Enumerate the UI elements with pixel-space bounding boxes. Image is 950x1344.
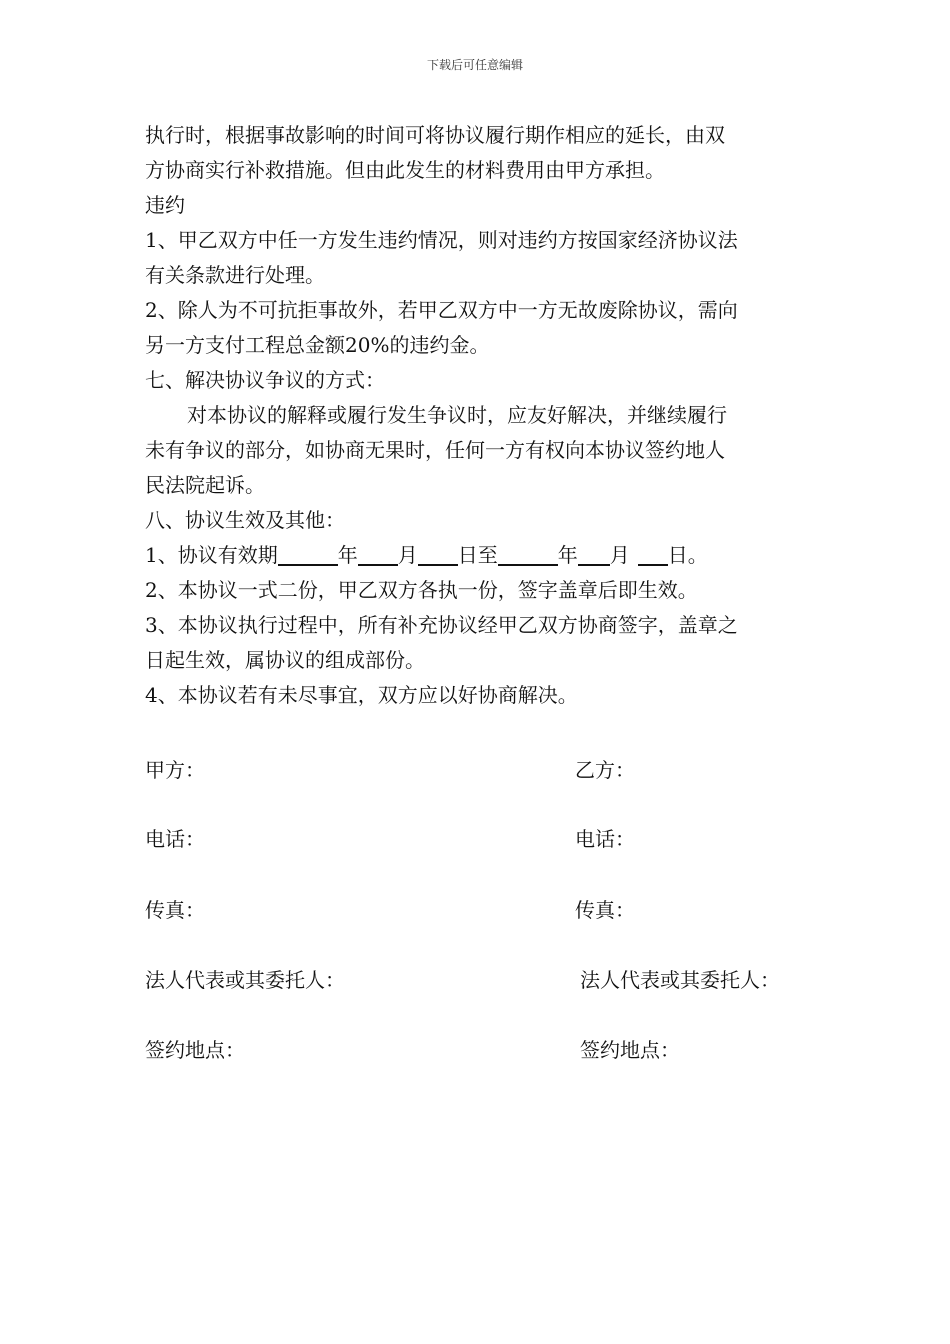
blank-field[interactable] <box>498 542 558 566</box>
place-b-label: 签约地点： <box>580 1038 680 1062</box>
paragraph-line: 民法院起诉。 <box>145 473 265 497</box>
phone-b-label: 电话： <box>575 827 635 851</box>
signature-row-representative <box>0 964 950 994</box>
party-a-label: 甲方： <box>145 758 205 782</box>
paragraph-line: 1、甲乙双方中任一方发生违约情况，则对违约方按国家经济协议法 <box>145 228 738 252</box>
signature-row-phone <box>0 823 950 853</box>
fax-a-label: 传真： <box>145 898 205 922</box>
paragraph-line: 有关条款进行处理。 <box>145 263 325 287</box>
signature-row-place <box>0 1034 950 1064</box>
paragraph-line: 3、本协议执行过程中，所有补充协议经甲乙双方协商签字，盖章之 <box>145 613 738 637</box>
rep-b-label: 法人代表或其委托人： <box>580 968 780 992</box>
paragraph-line: 方协商实行补救措施。但由此发生的材料费用由甲方承担。 <box>145 158 665 182</box>
signature-row-fax <box>0 894 950 924</box>
rep-a-label: 法人代表或其委托人： <box>145 968 345 992</box>
header-note: 下载后可任意编辑 <box>426 58 523 72</box>
section-heading-effect: 八、协议生效及其他： <box>145 508 345 532</box>
paragraph-line: 另一方支付工程总金额20%的违约金。 <box>145 333 490 357</box>
blank-field[interactable] <box>578 542 610 566</box>
paragraph-line: 2、除人为不可抗拒事故外，若甲乙双方中一方无故废除协议，需向 <box>145 298 738 322</box>
blank-field[interactable] <box>278 542 338 566</box>
paragraph-line: 执行时，根据事故影响的时间可将协议履行期作相应的延长，由双 <box>145 123 725 147</box>
paragraph-line: 2、本协议一式二份，甲乙双方各执一份，签字盖章后即生效。 <box>145 578 698 602</box>
blank-field[interactable] <box>358 542 398 566</box>
paragraph-line: 对本协议的解释或履行发生争议时，应友好解决，并继续履行 <box>187 403 727 427</box>
contract-body <box>145 118 810 713</box>
blank-field[interactable] <box>418 542 458 566</box>
blank-field[interactable] <box>638 542 668 566</box>
paragraph-line: 日起生效，属协议的组成部份。 <box>145 648 425 672</box>
party-b-label: 乙方： <box>575 758 635 782</box>
phone-a-label: 电话： <box>145 827 205 851</box>
section-heading-breach: 违约 <box>145 193 185 217</box>
paragraph-line: 4、本协议若有未尽事宜，双方应以好协商解决。 <box>145 683 578 707</box>
place-a-label: 签约地点： <box>145 1038 245 1062</box>
fax-b-label: 传真： <box>575 898 635 922</box>
term-line: 1、协议有效期 年 月 日至 年 月 日。 <box>145 543 708 567</box>
paragraph-line: 未有争议的部分，如协商无果时，任何一方有权向本协议签约地人 <box>145 438 725 462</box>
signature-row-party <box>0 754 950 784</box>
section-heading-dispute: 七、解决协议争议的方式： <box>145 368 385 392</box>
